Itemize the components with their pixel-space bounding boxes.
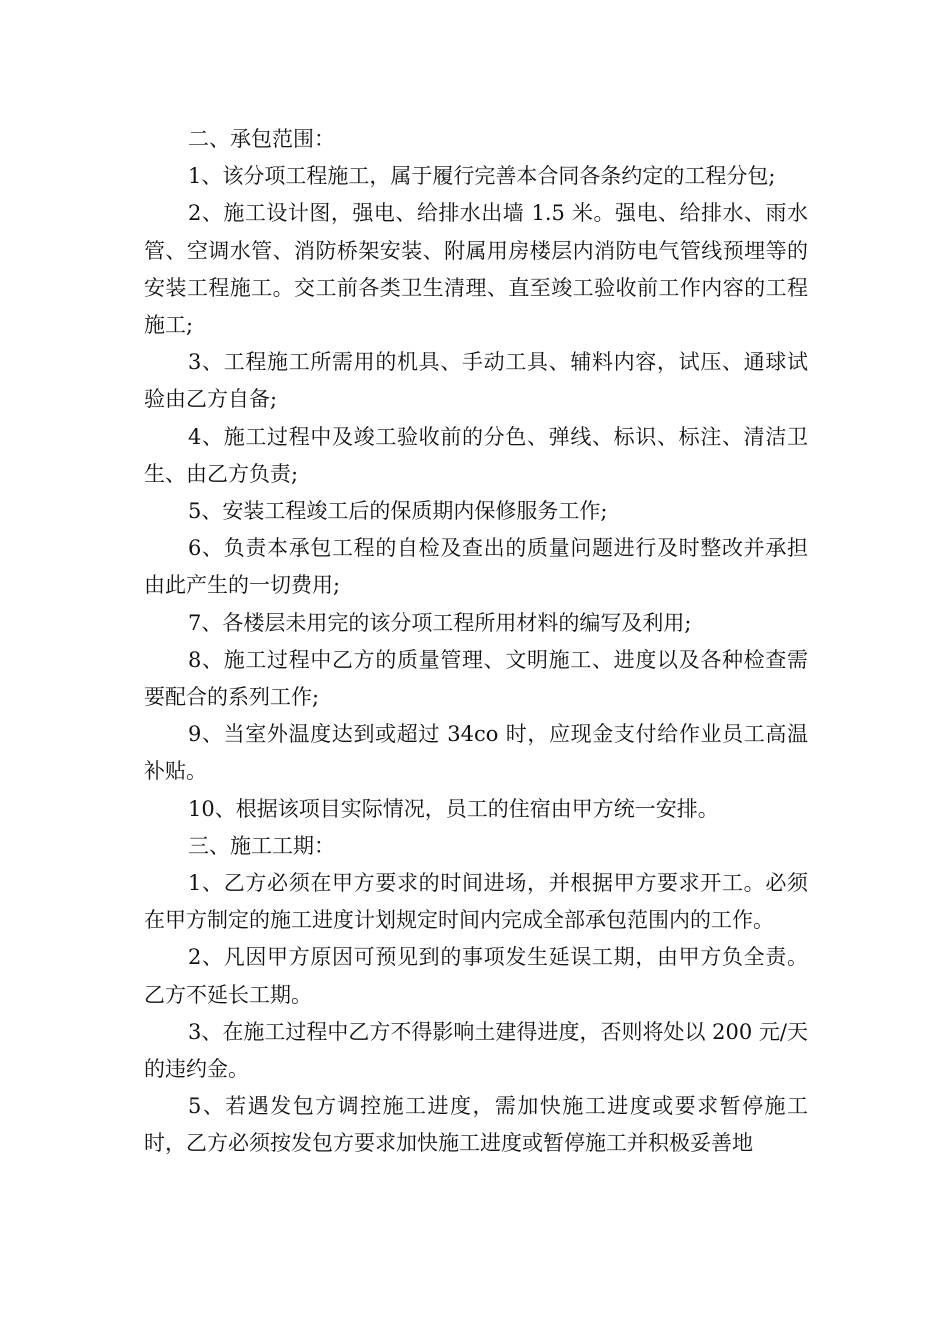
scope-item-3: 3、工程施工所需用的机具、手动工具、辅料内容，试压、通球试验由乙方自备; — [144, 350, 808, 412]
schedule-item-2: 2、凡因甲方原因可预见到的事项发生延误工期，由甲方负全责。乙方不延长工期。 — [144, 945, 808, 1007]
scope-item-1: 1、该分项工程施工，属于履行完善本合同各条约定的工程分包; — [188, 164, 776, 189]
scope-item-6: 6、负责本承包工程的自检及查出的质量问题进行及时整改并承担由此产生的一切费用; — [144, 536, 808, 598]
document-body — [144, 121, 808, 1163]
schedule-item-5: 5、若遇发包方调控施工进度，需加快施工进度或要求暂停施工时，乙方必须按发包方要求加快施工进度或暂停施工并积极妥善地 — [144, 1094, 808, 1156]
scope-item-9: 9、当室外温度达到或超过 34co 时，应现金支付给作业员工高温补贴。 — [144, 722, 808, 784]
scope-item-10: 10、根据该项目实际情况，员工的住宿由甲方统一安排。 — [188, 796, 719, 821]
scope-item-8: 8、施工过程中乙方的质量管理、文明施工、进度以及各种检查需要配合的系列工作; — [144, 647, 808, 710]
scope-item-4: 4、施工过程中及竣工验收前的分色、弹线、标识、标注、清洁卫生、由乙方负责; — [144, 424, 808, 486]
scope-item-5: 5、安装工程竣工后的保质期内保修服务工作; — [188, 499, 608, 524]
scope-item-2: 2、施工设计图，强电、给排水出墙 1.5 米。强电、给排水、雨水管、空调水管、消防桥架安装、附属用房楼层内消防电气管线预埋等的安装工程施工。交工前各类卫生清理、直至竣工验收前工作内容的工程施工; — [144, 201, 808, 338]
schedule-item-3: 3、在施工过程中乙方不得影响土建得进度，否则将处以 200 元/天的违约金。 — [144, 1019, 808, 1082]
section-heading-schedule: 三、施工工期： — [188, 833, 335, 858]
section-heading-scope: 二、承包范围： — [188, 127, 335, 151]
scope-item-7: 7、各楼层未用完的该分项工程所用材料的编写及利用; — [188, 610, 692, 635]
schedule-item-1: 1、乙方必须在甲方要求的时间进场，并根据甲方要求开工。必须在甲方制定的施工进度计划规定时间内完成全部承包范围内的工作。 — [144, 871, 808, 933]
